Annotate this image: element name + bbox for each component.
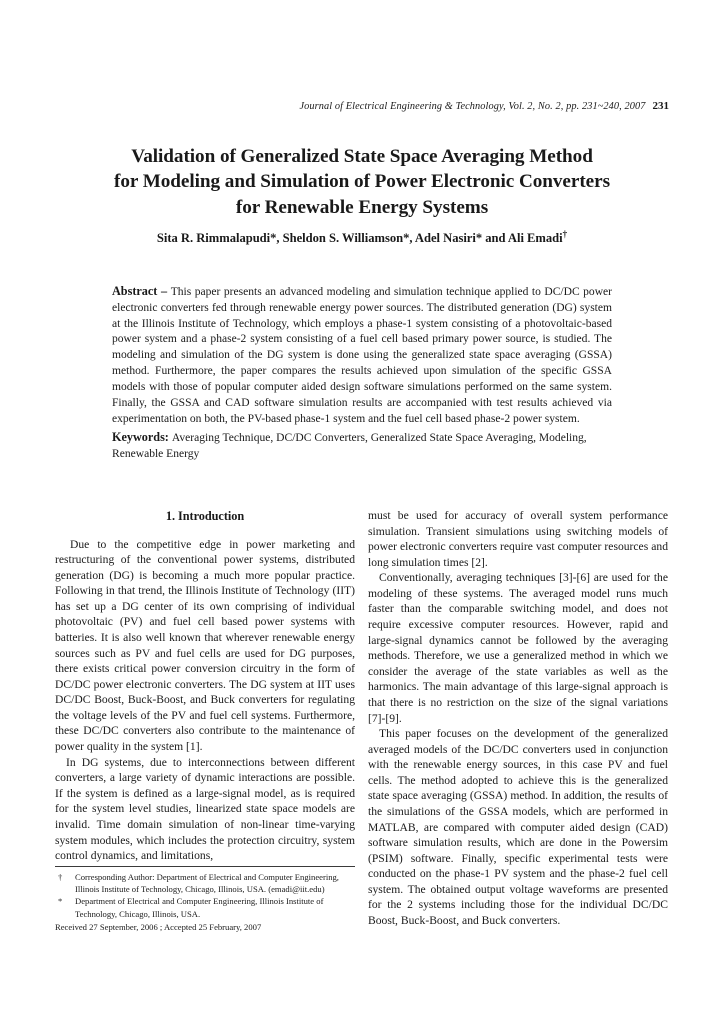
body-column-right xyxy=(368,508,668,929)
footnote-text: Corresponding Author: Department of Electrical and Computer Engineering, Illinois Institute of Technology, Chicago, Illinois, USA. (emadi@iit.edu) xyxy=(75,872,339,895)
footnote-item xyxy=(55,871,355,895)
footnote-received-line: Received 27 September, 2006 ; Accepted 25 February, 2007 xyxy=(55,921,262,932)
abstract-text: This paper presents an advanced modeling and simulation technique applied to DC/DC power electronic converters fed through renewable energy power sources. The distributed generation (DG) system at the Illinois Institute of Technology, which employs a phase-1 system consisting of a photovoltaic-based power system and a phase-2 system consisting of a fuel cell based primary power source, is studied. The modeling and simulation of the DG system is done using the generalized state space averaging (GSSA) method. Furthermore, the paper compares the results achieved upon simulation of the specific GSSA models with those of popular computer aided design software simulations performed on the same system. Finally, the GSSA and CAD software simulation results are accompanied with test results achieved via experimentation on both, the PV-based phase-1 system and the fuel cell based phase-2 power system. xyxy=(112,286,613,425)
section-heading-introduction: 1. Introduction xyxy=(165,509,245,523)
title-line-2: for Modeling and Simulation of Power Electronic Converters xyxy=(113,171,611,193)
page-number: 231 xyxy=(652,100,669,112)
author-list xyxy=(62,228,662,246)
keywords-label: Keywords: xyxy=(112,430,172,444)
journal-citation: Journal of Electrical Engineering & Technology, Vol. 2, No. 2, pp. 231~240, 2007 xyxy=(299,101,646,112)
paragraph: This paper focuses on the development of the generalized averaged models of the DC/DC converters used in conjunction with the renewable energy sources, in this case PV and fuel cells. The method adopted to achieve this is the generalized state space averaging (GSSA) method. In addition, the results of the simulations of the GSSA models, which are performed in MATLAB, are compared with computer aided design (CAD) software simulation results, which are done in the Powersim (PSIM) software. Finally, specific experimental tests were conducted on the phase-1 PV system and the phase-2 fuel cell system. The obtained output voltage waveforms are presented for the 2 systems including those for the individual DC/DC Boost, Buck-Boost, and Buck converters. xyxy=(368,727,668,928)
author-footnote-marker: † xyxy=(562,228,568,239)
paragraph: In DG systems, due to interconnections between different converters, a large variety of dynamic interactions are possible. If the system is defined as a large-signal model, as is required for the system level studies, linearized state space models are invalid. Time domain simulation of non-linear time-varying system modules, which includes the protection circuitry, system control dynamics, and limitations, xyxy=(55,755,355,863)
footnote-block xyxy=(55,866,355,933)
footnote-marker: * xyxy=(58,896,63,907)
abstract-label: Abstract – xyxy=(112,284,171,298)
paragraph: Due to the competitive edge in power marketing and restructuring of the conventional power systems, distributed generation (DG) is becoming a much more popular practice. Following in that trend, the Illinois Institute of Technology (IIT) has set up a DG center of its own comprising of individual photovoltaic (PV) and fuel cell based power systems with batteries. It is also well known that wherever renewable energy sources such as PV and fuel cells are used for DG purposes, there exists critical power conversion circuitry in the form of DC/DC power electronic converters. The DG system at IIT uses DC/DC Boost, Buck-Boost, and Buck converters for regulating the voltage levels of the PV and fuel cell systems. Furthermore, these DC/DC converters also contribute to the maintenance of power quality in the system [1]. xyxy=(55,537,355,754)
footnote-rule xyxy=(55,866,355,867)
paper-title xyxy=(62,144,662,220)
footnote-item xyxy=(55,895,355,919)
body-column-left xyxy=(55,508,355,864)
footnote-text: Department of Electrical and Computer Engineering, Illinois Institute of Technology, Chicago, Illinois, USA. xyxy=(75,896,324,919)
author-names: Sita R. Rimmalapudi*, Sheldon S. Williamson*, Adel Nasiri* and Ali Emadi xyxy=(156,231,563,245)
title-line-1: Validation of Generalized State Space Averaging Method xyxy=(131,145,593,167)
keywords-text: Averaging Technique, DC/DC Converters, Generalized State Space Averaging, Modeling, Renewable Energy xyxy=(112,432,587,460)
abstract-block xyxy=(112,283,612,427)
paragraph: must be used for accuracy of overall system performance simulation. Transient simulations using switching models of power electronic converters require vast computer resources and long simulation times [2]. xyxy=(368,509,668,569)
running-head xyxy=(55,100,669,112)
footnote-marker: † xyxy=(58,872,63,882)
paragraph: Conventionally, averaging techniques [3]-[6] are used for the modeling of these systems. The averaged model runs much faster than the comparable switching model, and does not require excessive computer resources. However, rapid and large-signal dynamics cannot be followed by the averaging methods. Therefore, we use a generalized method in which we consider the average of the state variables as well as the harmonics. The main advantage of this large-signal approach is that there is no restriction on the size of the signal variations [7]-[9]. xyxy=(368,571,668,725)
keywords-block xyxy=(112,429,612,463)
title-line-3: for Renewable Energy Systems xyxy=(235,196,489,218)
